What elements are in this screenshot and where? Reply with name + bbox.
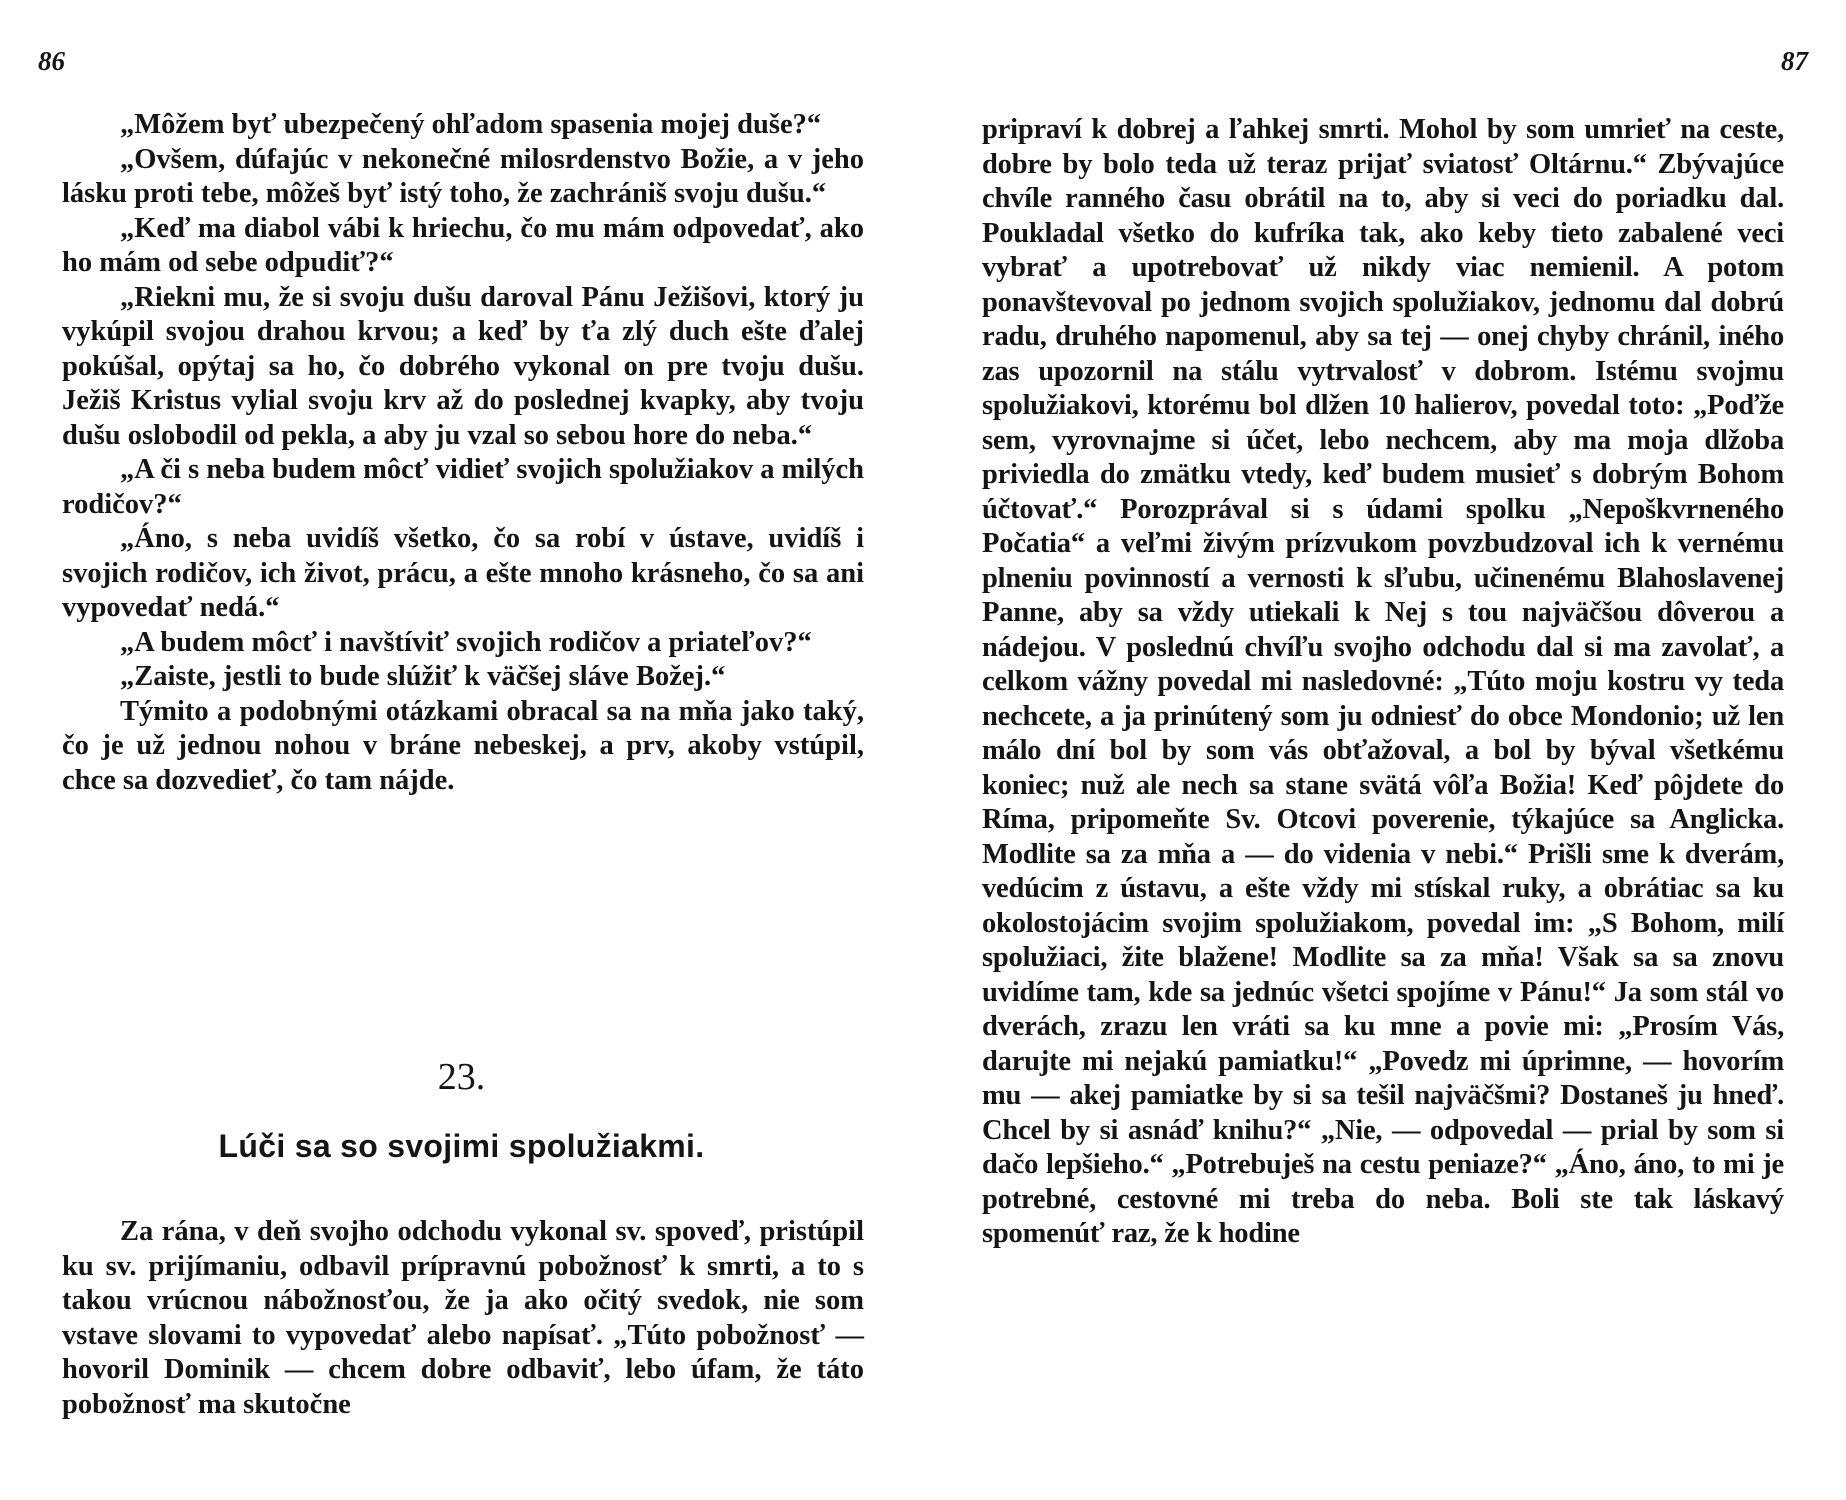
paragraph: „A budem môcť i navštíviť svojich rodičov a priateľov?“ (120, 626, 812, 658)
paragraph: „Keď ma diabol vábi k hriechu, čo mu mám odpovedať, ako ho mám od sebe odpudiť?“ (62, 212, 864, 278)
chapter-number: 23. (437, 1056, 486, 1098)
paragraph: Za rána, v deň svojho odchodu vykonal sv. spoveď, pristúpil ku sv. prijímaniu, odbavil prípravnú pobožnosť k smrti, a to s takou vrúcnou nábožnosťou, že ja ako očitý svedok, nie som vstave slovami to vypovedať alebo napísať. „Túto pobožnosť — hovoril Dominik — chcem dobre odbaviť, lebo úfam, že táto pobožnosť ma skutočne (62, 1216, 864, 1420)
right-page-text (982, 113, 1784, 1252)
paragraph: „Zaiste, jestli to bude slúžiť k väčšej sláve Božej.“ (120, 661, 726, 692)
paragraph: Týmito a podobnými otázkami obracal sa na mňa jako taký, čo je už jednou nohou v bráne nebeskej, a prv, akoby vstúpil, chce sa dozvedieť, čo tam nájde. (62, 695, 864, 796)
paragraph: „Riekni mu, že si svoju dušu daroval Pánu Ježišovi, ktorý ju vykúpil svojou drahou krvou; a keď by ťa zlý duch ešte ďalej pokúšal, opýtaj sa ho, čo dobrého vykonal on pre tvoju dušu. Ježiš Kristus vylial svoju krv až do poslednej kvapky, aby tvoju dušu oslobodil od pekla, a aby ju vzal so sebou hore do neba.“ (62, 281, 864, 451)
paragraph: „A či s neba budem môcť vidieť svojich spolužiakov a milých rodičov?“ (62, 454, 864, 520)
paragraph: „Ovšem, dúfajúc v nekonečné milosrdenstvo Božie, a v jeho lásku proti tebe, môžeš byť istý toho, že zachrániš svoju dušu.“ (62, 143, 864, 209)
left-page-number: 86 (38, 46, 65, 76)
paragraph: „Áno, s neba uvidíš všetko, čo sa robí v ústave, uvidíš i svojich rodičov, ich život, prácu, a ešte mnoho krásneho, čo sa ani vypovedať nedá.“ (62, 523, 864, 623)
right-page-number: 87 (1781, 46, 1808, 76)
right-page (923, 0, 1846, 1500)
paragraph: pripraví k dobrej a ľahkej smrti. Mohol by som umrieť na ceste, dobre by bolo teda už teraz prijať sviatosť Oltárnu.“ Zbývajúce chvíle ranného času obrátil na to, aby si veci do poriadku dal. Poukladal všetko do kufríka tak, ako keby tieto zabalené veci vybrať a upotrebovať už nikdy viac nemienil. A potom ponavštevoval po jednom svojich spolužiakov, jednomu dal dobrú radu, druhého napomenul, aby sa tej — onej chyby chránil, iného zas upozornil na stálu vytrvalosť v dobrom. Istému svojmu spolužiakovi, ktorému bol dlžen 10 halierov, povedal toto: „Poďže sem, vyrovnajme si účet, lebo nechcem, aby ma moja dlžoba priviedla do zmätku vtedy, keď budem musieť s dobrým Bohom účtovať.“ Porozprával si s údami spolku „Nepoškvrneného Počatia“ a veľmi živým prízvukom povzbudzoval ich k vernému plneniu povinností a vernosti k sľubu, učinenému Blahoslavenej Panne, aby sa vždy utiekali k Nej s tou najväčšou dôverou a nádejou. V poslednú chvíľu svojho odchodu dal si ma zavolať, a celkom vážny povedal mi nasledovné: „Túto moju kostru vy teda nechcete, a ja prinútený som ju odniesť do obce Mondonio; už len málo dní bol by som vás obťažoval, a bol by býval všetkému koniec; nuž ale nech sa stane svätá vôľa Božia! Keď pôjdete do Ríma, pripomeňte Sv. Otcovi poverenie, týkajúce sa Anglicka. Modlite sa za mňa a — do videnia v nebi.“ Prišli sme k dverám, vedúcim z ústavu, a ešte vždy mi stískal ruky, a obrátiac sa ku okolostojácim svojim spolužiakom, povedal im: „S Bohom, milí spolužiaci, žite blažene! Modlite sa za mňa! Však sa sa znovu uvidíme tam, kde sa jednúc všetci spojíme v Pánu!“ Ja som stál vo dverách, zrazu len vráti sa ku mne a povie mi: „Prosím Vás, darujte mi nejakú pamiatku!“ „Povedz mi úprimne, — hovorím mu — akej pamiatke by si sa tešil najväčšmi? Dostaneš ju hneď. Chcel by si asnáď knihu?“ „Nie, — odpovedal — prial by som si dačo lepšieho.“ „Potrebuješ na cestu peniaze?“ „Áno, áno, to mi je potrebné, cestovné mi treba do neba. Boli ste tak láskavý spomenúť raz, že k hodine (982, 114, 1784, 1249)
left-page-text-bottom (62, 1215, 864, 1422)
left-page-text-top (62, 108, 864, 798)
chapter-title: Lúči sa so svojimi spolužiakmi. (218, 1128, 705, 1164)
paragraph: „Môžem byť ubezpečený ohľadom spasenia mojej duše?“ (120, 109, 822, 140)
